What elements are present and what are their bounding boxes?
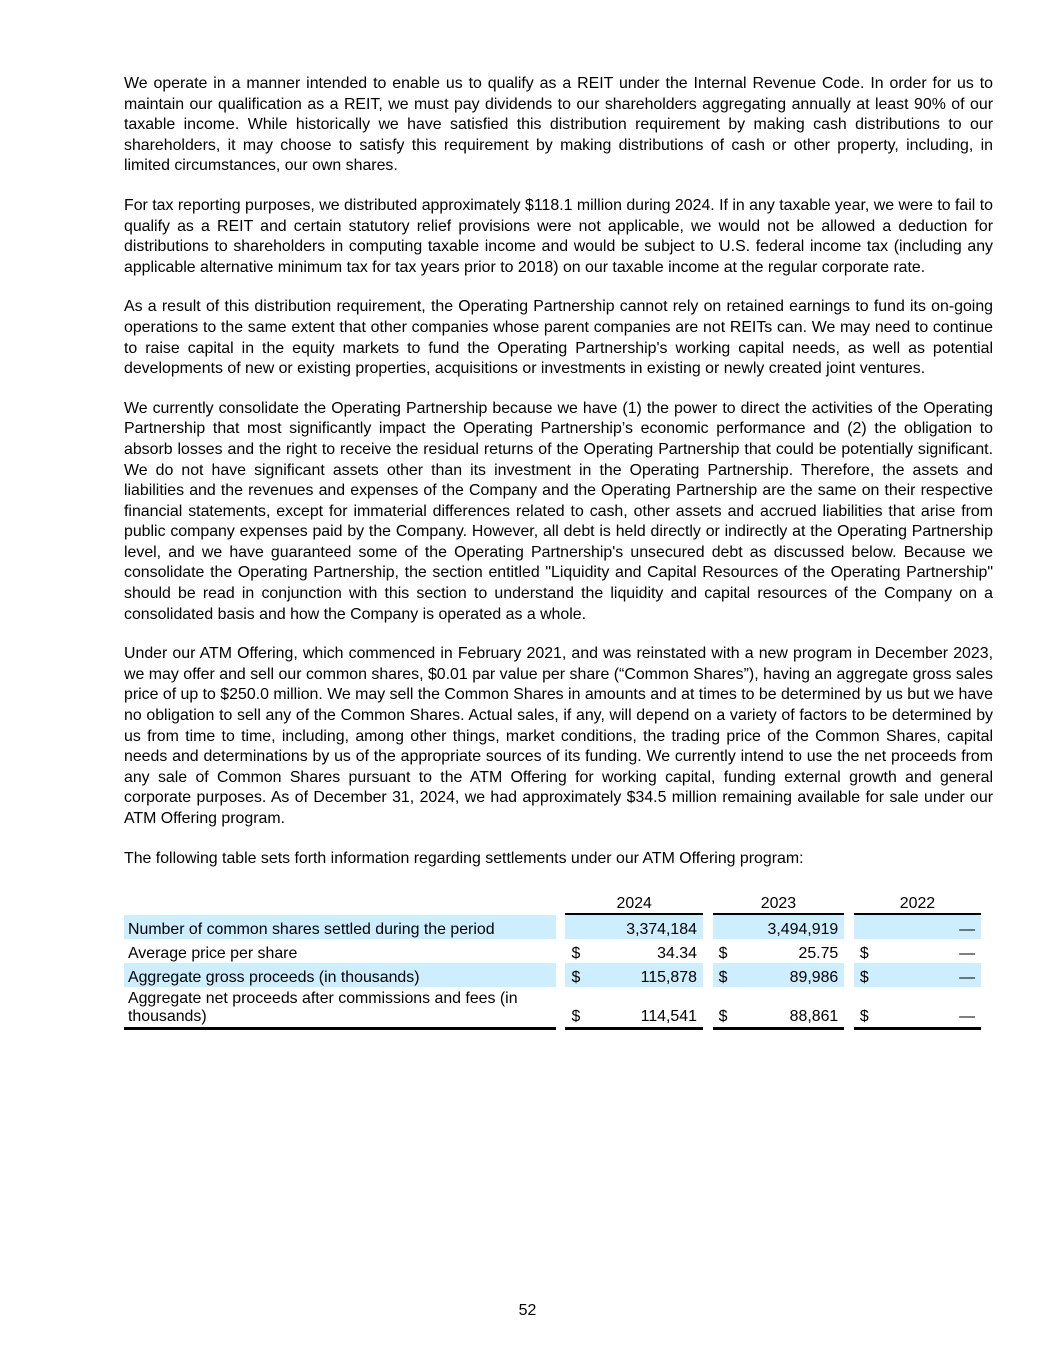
atm-settlements-table: [124, 893, 981, 1030]
currency-symbol: [854, 915, 882, 939]
table-row-net-proceeds: [124, 987, 981, 1030]
value-2022: —: [881, 915, 981, 939]
currency-symbol: [565, 915, 593, 939]
value-2022: —: [881, 963, 981, 987]
paragraph-reit-qualification: We operate in a manner intended to enable us to qualify as a REIT under the Internal Revenue Code. In order for us to maintain our qualification as a REIT, we must pay dividends to our shareholders aggregating annually at least 90% of our taxable income. While historically we have satisfied this distribution requirement by making cash distributions to our shareholders, it may choose to satisfy this requirement by making distributions of cash or other property, including, in limited circumstances, our own shares.: [124, 75, 993, 175]
currency-symbol: $: [713, 963, 741, 987]
row-label: Aggregate gross proceeds (in thousands): [124, 963, 556, 987]
value-2023: 25.75: [798, 945, 839, 963]
value-2024: 115,878: [593, 963, 703, 987]
table-row-shares-settled: [124, 915, 981, 939]
currency-symbol: [713, 915, 741, 939]
row-label: Number of common shares settled during the period: [124, 915, 556, 939]
value-2023: 89,986: [740, 963, 844, 987]
currency-symbol: $: [565, 987, 593, 1030]
value-2022: —: [881, 987, 981, 1030]
row-label: Aggregate net proceeds after commissions and fees (in thousands): [124, 987, 556, 1030]
table-header-row: [124, 893, 981, 915]
currency-symbol: $: [854, 963, 882, 987]
table-row-average-price: [124, 939, 981, 963]
value-2024: 114,541: [593, 987, 703, 1030]
document-body: [124, 74, 993, 1030]
paragraph-consolidation: We currently consolidate the Operating Partnership because we have (1) the power to direct the activities of the Operating Partnership that most significantly impact the Operating Partnership’s economic performance and (2) the obligation to absorb losses and the right to receive the residual returns of the Operating Partnership that could be potentially significant. We do not have significant assets other than its investment in the Operating Partnership. Therefore, the assets and liabilities and the revenues and expenses of the Company and the Operating Partnership are the same on their respective financial statements, except for immaterial differences related to cash, other assets and accrued liabilities that arise from public company expenses paid by the Company. However, all debt is held directly or indirectly at the Operating Partnership level, and we have guaranteed some of the Operating Partnership's unsecured debt as discussed below. Because we consolidate the Operating Partnership, the section entitled "Liquidity and Capital Resources of the Operating Partnership" should be read in conjunction with this section to understand the liquidity and capital resources of the Company on a consolidated basis and how the Company is operated as a whole.: [124, 399, 993, 623]
paragraph-tax-distributions: For tax reporting purposes, we distributed approximately $118.1 million during 2024. If in any taxable year, we were to fail to qualify as a REIT and certain statutory relief provisions were not applicable, we would not be allowed a deduction for distributions to shareholders in computing taxable income and would be subject to U.S. federal income tax (including any applicable alternative minimum tax for tax years prior to 2018) on our taxable income at the regular corporate rate.: [124, 196, 993, 276]
value-2024: 3,374,184: [593, 915, 703, 939]
page-number: 52: [518, 1302, 537, 1319]
value-2022: —: [959, 945, 975, 963]
currency-symbol: $: [571, 945, 581, 963]
paragraph-atm-offering: Under our ATM Offering, which commenced in February 2021, and was reinstated with a new program in December 2023, we may offer and sell our common shares, $0.01 par value per share (“Common Shares”), having an aggregate gross sales price of up to $250.0 million. We may sell the Common Shares in amounts and at times to be determined by us but we have no obligation to sell any of the Common Shares. Actual sales, if any, will depend on a variety of factors to be determined by us from time to time, including, among other things, market conditions, the trading price of the Common Shares, capital needs and determinations by us of the appropriate sources of its funding. We currently intend to use the net proceeds from any sale of Common Shares pursuant to the ATM Offering for working capital, funding external growth and general corporate purposes. As of December 31, 2024, we had approximately $34.5 million remaining available for sale under our ATM Offering program.: [124, 645, 993, 827]
currency-symbol: $: [565, 963, 593, 987]
paragraph-distribution-requirement: As a result of this distribution requirement, the Operating Partnership cannot rely on retained earnings to fund its on-going operations to the same extent that other companies whose parent companies are not REITs can. We may need to continue to raise capital in the equity markets to fund the Operating Partnership's working capital needs, as well as potential developments of new or existing properties, acquisitions or investments in existing or newly created joint ventures.: [124, 298, 993, 378]
table-intro: The following table sets forth information regarding settlements under our ATM Offering program:: [124, 849, 804, 867]
value-2023: 88,861: [740, 987, 844, 1030]
currency-symbol: $: [718, 945, 728, 963]
currency-symbol: $: [859, 945, 869, 963]
currency-symbol: $: [713, 987, 741, 1030]
value-2023: 3,494,919: [740, 915, 844, 939]
year-header-2023: 2023: [713, 893, 845, 915]
year-header-2022: 2022: [854, 893, 981, 915]
value-2024: 34.34: [657, 945, 697, 963]
year-header-2024: 2024: [565, 893, 702, 915]
currency-symbol: $: [854, 987, 882, 1030]
row-label: Average price per share: [128, 945, 298, 963]
table-row-gross-proceeds: [124, 963, 981, 987]
